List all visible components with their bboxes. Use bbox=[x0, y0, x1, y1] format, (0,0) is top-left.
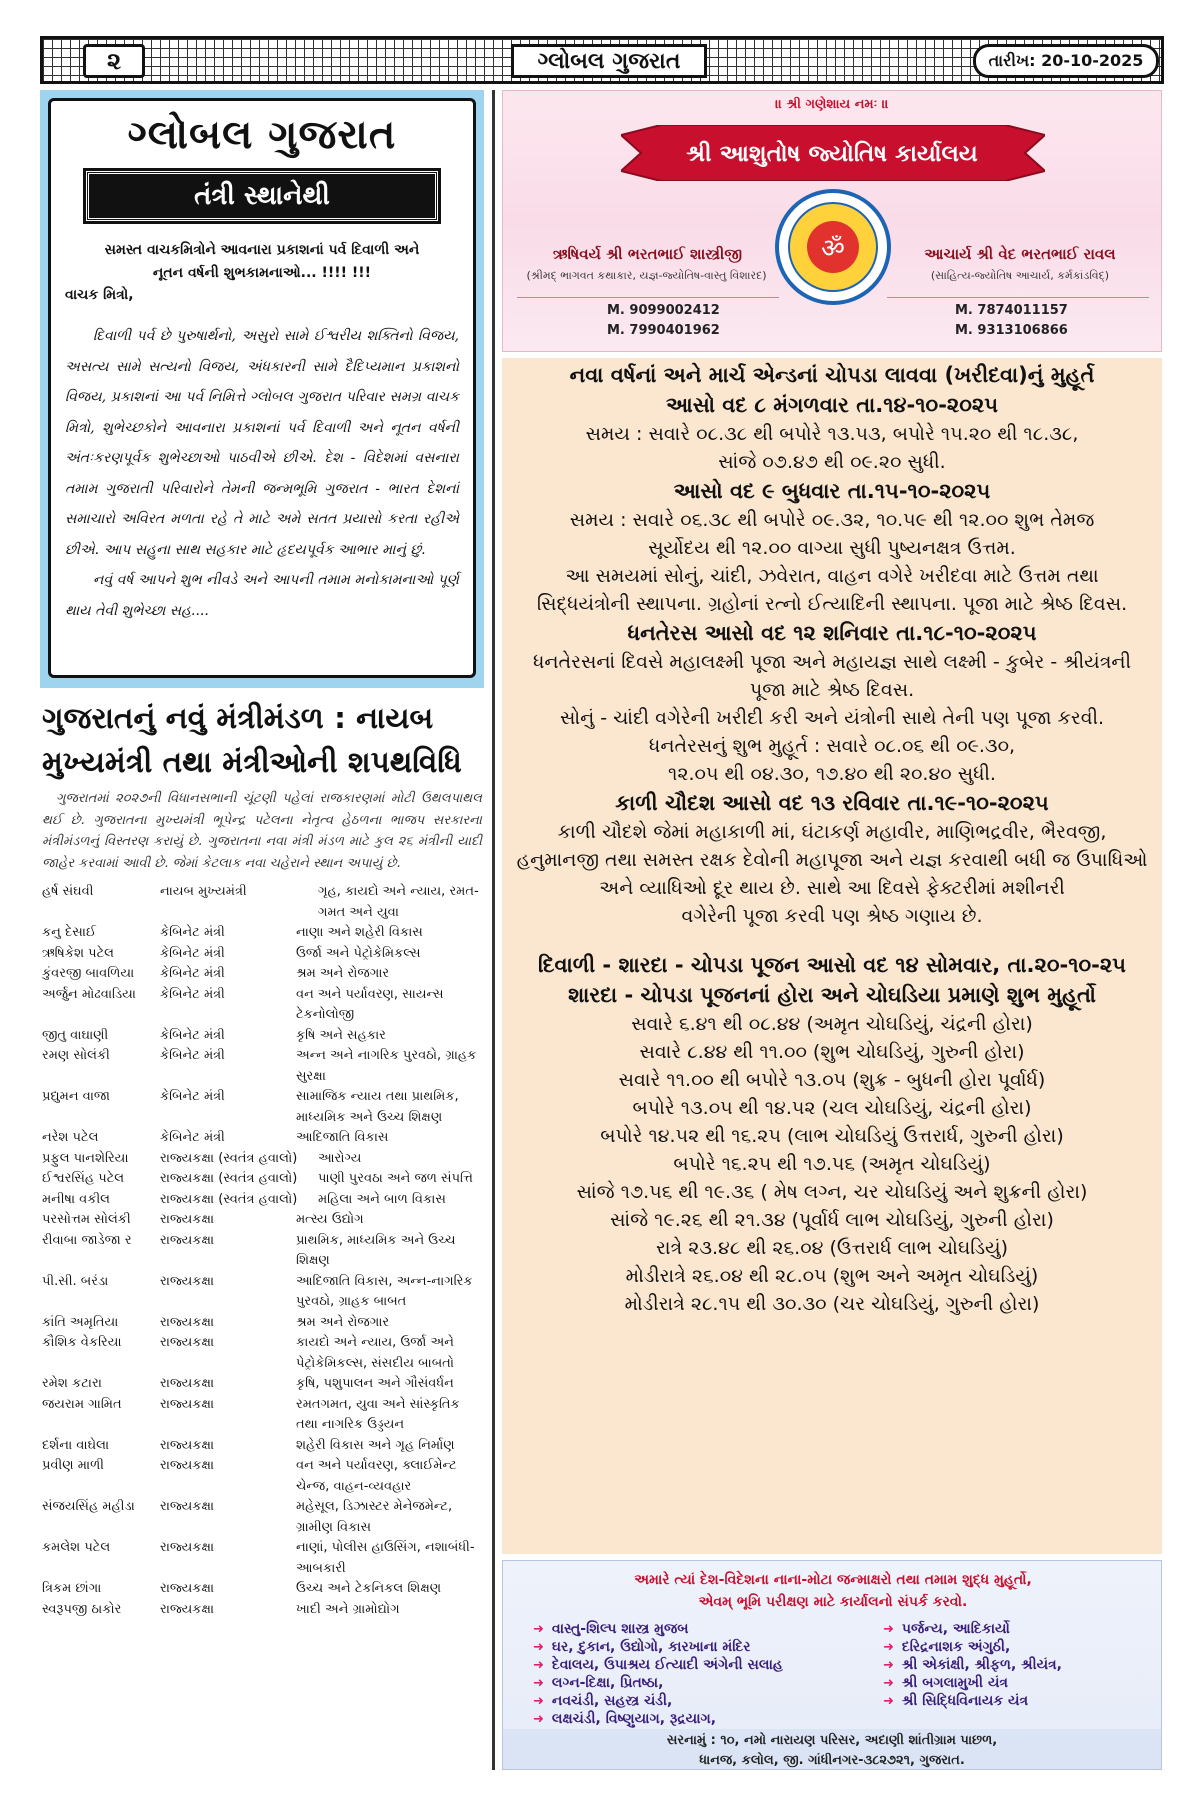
minister-row bbox=[42, 1128, 484, 1149]
minister-row bbox=[42, 1046, 484, 1087]
minister-rank: રાજ્યકક્ષા bbox=[160, 1335, 215, 1350]
greeting-line-1: સમસ્ત વાચકમિત્રોને આવનારા પ્રકાશનાં પર્વ દિવાળી અને bbox=[104, 242, 420, 258]
address-line-2: ધાનજ, કલોલ, જી. ગાંધીનગર-૩૮૨૭૨૧, ગુજરાત. bbox=[699, 1753, 965, 1768]
minister-name: હર્ષ સંઘવી bbox=[42, 884, 94, 899]
jyotish-office-ad bbox=[502, 90, 1162, 352]
muhurat-section bbox=[502, 358, 1162, 1554]
minister-name: ત્રિકમ છાંગા bbox=[42, 1581, 102, 1596]
minister-row bbox=[42, 1272, 484, 1313]
astrologer-left-phone-2: M. 7990401962 bbox=[607, 323, 720, 338]
minister-name: કુંવરજી બાવળિયા bbox=[42, 966, 135, 981]
minister-portfolio: સામાજિક ન્યાય તથા પ્રાથમિક, માધ્યમિક અને ઉચ્ચ શિક્ષણ bbox=[296, 1089, 459, 1125]
minister-name: પ્રફુલ પાનશેરિયા bbox=[42, 1150, 129, 1166]
minister-rank: રાજ્યકક્ષા (સ્વતંત્ર હવાલો) bbox=[160, 1150, 298, 1166]
muhurat-line: આ સમયમાં સોનું, ચાંદી, ઝવેરાત, વાહન વગેરે ખરીદવા માટે ઉત્તમ તથા bbox=[565, 565, 1099, 587]
muhurat-slot: મોડીરાત્રે ૨૮.૧૫ થી ૩૦.૩૦ (ચર ચોઘડિયું, ગુરુની હોરા) bbox=[624, 1293, 1040, 1315]
service-label: નવચંડી, સહસ્ત્ર ચંડી, bbox=[551, 1693, 673, 1709]
minister-name: કમલેશ પટેલ bbox=[42, 1540, 111, 1555]
minister-rank: રાજ્યકક્ષા (સ્વતંત્ર હવાલો) bbox=[160, 1171, 298, 1186]
muhurat-date-heading: આસો વદ ૯ બુધવાર તા.૧૫-૧૦-૨૦૨૫ bbox=[673, 479, 991, 503]
contact-intro-line-2: એવમ્ ભૂમિ પરીક્ષણ માટે કાર્યાલનો સંપર્ક કરવો. bbox=[698, 1594, 968, 1610]
minister-portfolio: પાણી પુરવઠા અને જળ સંપત્તિ bbox=[318, 1171, 473, 1186]
masthead-title: ગ્લોબલ ગુજરાત bbox=[511, 44, 707, 78]
minister-rank: રાજ્યકક્ષા bbox=[160, 1212, 215, 1227]
muhurat-line: સાંજે ૦૭.૪૭ થી ૦૯.૨૦ સુધી. bbox=[718, 451, 946, 473]
arrow-right-icon: ➜ bbox=[533, 1658, 544, 1673]
address-line-1: સરનામું : ૧૦, નમો નારાયણ પરિસર, અદાણી શાંતીગ્રામ પાછળ, bbox=[666, 1733, 998, 1748]
minister-rank: રાજ્યકક્ષા (સ્વતંત્ર હવાલો) bbox=[160, 1191, 298, 1207]
minister-row bbox=[42, 1149, 484, 1170]
astrologer-right-name: આચાર્ય શ્રી વેદ ભરતભાઈ રાવલ bbox=[924, 245, 1116, 263]
minister-row bbox=[42, 1600, 484, 1621]
left-column bbox=[40, 90, 484, 1770]
arrow-right-icon: ➜ bbox=[883, 1676, 894, 1691]
muhurat-slot: મોડીરાત્રે ૨૬.૦૪ થી ૨૮.૦૫ (શુભ અને અમૃત ચોઘડિયું) bbox=[625, 1265, 1039, 1287]
astrologer-left-desc: (શ્રીમદ્ ભાગવત કથાકાર, યજ્ઞ-જ્યોતિષ-વાસ્તુ વિશારદ) bbox=[526, 269, 767, 282]
minister-row bbox=[42, 1231, 484, 1272]
om-symbol-icon: ॐ bbox=[821, 234, 845, 264]
minister-portfolio: અન્ન અને નાગરિક પુરવઠો, ગ્રાહક સુરક્ષા bbox=[296, 1048, 477, 1084]
service-item bbox=[533, 1711, 716, 1727]
minister-portfolio: કૃષિ, પશુપાલન અને ગૌસંવર્ધન bbox=[296, 1376, 454, 1391]
muhurat-slot: બપોરે ૧૬.૨૫ થી ૧૭.૫૬ (અમૃત ચોઘડિયું) bbox=[673, 1153, 991, 1175]
service-item bbox=[533, 1639, 751, 1655]
left-divider-line bbox=[517, 297, 779, 298]
muhurat-line: સમય : સવારે ૦૮.૩૮ થી બપોરે ૧૩.૫૩, બપોરે ૧૫.૨૦ થી ૧૮.૩૮, bbox=[585, 423, 1079, 445]
minister-portfolio: શહેરી વિકાસ અને ગૃહ નિર્માણ bbox=[296, 1437, 455, 1453]
service-label: શ્રી સિદ્ધિવિનાયક યંત્ર bbox=[901, 1693, 1029, 1709]
minister-portfolio: મત્સ્ય ઉદ્યોગ bbox=[296, 1212, 364, 1227]
astrologer-left-name: ઋષિવર્ય શ્રી ભરતભાઈ શાસ્ત્રીજી bbox=[552, 245, 743, 263]
masthead bbox=[40, 36, 1164, 84]
muhurat-line: કાળી ચૌદશે જેમાં મહાકાળી માં, ઘંટાકર્ણ મહાવીર, માણિભદ્રવીર, ભૈરવજી, bbox=[557, 821, 1107, 843]
minister-rank: કેબિનેટ મંત્રી bbox=[160, 925, 225, 940]
arrow-right-icon: ➜ bbox=[883, 1640, 894, 1655]
greeting-line-2: નૂતન વર્ષની શુભકામનાઓ... !!!! !!! bbox=[152, 265, 372, 281]
astrologer-right-phone-2: M. 9313106866 bbox=[955, 323, 1068, 338]
contact-intro-line-1: અમારે ત્યાં દેશ-વિદેશના નાના-મોટા જન્માક્ષરો તથા તમામ શુદ્ધ મુહૂર્તો, bbox=[634, 1572, 1032, 1588]
minister-rank: કેબિનેટ મંત્રી bbox=[160, 1089, 225, 1104]
service-item bbox=[533, 1657, 783, 1673]
minister-row bbox=[42, 1395, 484, 1436]
minister-row bbox=[42, 923, 484, 944]
minister-rank: રાજ્યકક્ષા bbox=[160, 1581, 215, 1596]
arrow-right-icon: ➜ bbox=[533, 1694, 544, 1709]
muhurat-slot: બપોરે ૧૪.૫૨ થી ૧૬.૨૫ (લાભ ચોઘડિયું ઉત્તરાર્ધ, ગુરુની હોરા) bbox=[600, 1125, 1064, 1147]
right-divider-line bbox=[887, 297, 1149, 298]
minister-row bbox=[42, 1497, 484, 1538]
minister-name: કૌશિક વેકરિયા bbox=[42, 1335, 122, 1350]
minister-portfolio: નાણા અને શહેરી વિકાસ bbox=[296, 925, 423, 940]
minister-portfolio: પ્રાથમિક, માધ્યમિક અને ઉચ્ચ શિક્ષણ bbox=[296, 1232, 456, 1268]
minister-name: ઈશ્વરસિંહ પટેલ bbox=[42, 1171, 125, 1186]
contact-address bbox=[503, 1729, 1161, 1770]
minister-portfolio: આદિજાતિ વિકાસ, અન્ન-નાગરિક પુરવઠો, ગ્રાહક બાબત bbox=[296, 1273, 473, 1309]
muhurat-line: હનુમાનજી તથા સમસ્ત રક્ષક દેવોની મહાપૂજા અને યજ્ઞ કરવાથી બધી જ ઉપાધિઓ bbox=[516, 849, 1148, 871]
minister-rank: કેબિનેટ મંત્રી bbox=[160, 1027, 225, 1043]
minister-row bbox=[42, 1169, 484, 1190]
minister-rank: કેબિનેટ મંત્રી bbox=[160, 1048, 225, 1063]
muhurat-date-heading: દિવાળી - શારદા - ચોપડા પૂજન આસો વદ ૧૪ સોમવાર, તા.૨૦-૧૦-૨૫ bbox=[538, 953, 1126, 977]
muhurat-line: ૧૨.૦૫ થી ૦૪.૩૦, ૧૭.૪૦ થી ૨૦.૪૦ સુધી. bbox=[668, 763, 996, 785]
muhurat-line: સિદ્ધયંત્રોની સ્થાપના. ગ્રહોનાં રત્નો ઈત્યાદિની સ્થાપના. પૂજા માટે શ્રેષ્ઠ દિવસ. bbox=[536, 593, 1128, 615]
minister-row bbox=[42, 1313, 484, 1334]
office-name: શ્રી આશુતોષ જ્યોતિષ કાર્યાલય bbox=[686, 141, 978, 167]
muhurat-slot: સાંજે ૧૭.૫૬ થી ૧૯.૩૬ ( મેષ લગ્ન, ચર ચોઘડિયું અને શુક્રની હોરા) bbox=[576, 1181, 1088, 1203]
minister-name: દર્શના વાઘેલા bbox=[42, 1437, 110, 1453]
minister-portfolio: આરોગ્ય bbox=[318, 1150, 362, 1166]
minister-rank: રાજ્યકક્ષા bbox=[160, 1314, 215, 1330]
muhurat-slot: રાત્રે ૨૩.૪૮ થી ૨૬.૦૪ (ઉત્તરાર્ધ લાભ ચોઘડિયું) bbox=[656, 1237, 1008, 1259]
editorial-body-1: દિવાળી પર્વ છે પુરુષાર્થનો, અસુરો સામે ઈશ્વરીય શક્તિનો વિજય, અસત્ય સામે સત્યનો વિજય, અંધકારની સામે દૈદિપ્યમાન પ્રકાશનો વિજય, પ્રકાશનાં આ પર્વ નિમિત્તે ગ્લોબલ ગુજરાત પરિવાર સમગ્ર વાચક મિત્રો, શુભેચ્છકોને આવનારા પ્રકાશનાં પર્વ દિવાળી અને નૂતન વર્ષની અંતઃકરણપૂર્વક શુભેચ્છાઓ પાઠવીએ છીએ. દેશ - વિદેશમાં વસનારા તમામ ગુજરાતી પરિવારોને તેમની જન્મભૂમિ ગુજરાત - ભારત દેશનાં સમાચારો અવિરત મળતા રહે તે માટે અમે સતત પ્રયાસો કરતા રહીએ છીએ. આપ સહુના સાથ સહકાર માટે હૃદયપૂર્વક આભાર માનું છું. bbox=[65, 328, 459, 558]
minister-name: પ્રવીણ માળી bbox=[42, 1458, 104, 1473]
minister-row bbox=[42, 1087, 484, 1128]
minister-portfolio: ઉર્જા અને પેટ્રોકેમિકલ્સ bbox=[296, 945, 421, 961]
editorial-paper-title: ગ્લોબલ ગુજરાત bbox=[127, 112, 397, 158]
minister-rank: નાયબ મુખ્યમંત્રી bbox=[160, 884, 247, 899]
minister-name: કનુ દેસાઈ bbox=[42, 925, 97, 940]
minister-rank: રાજ્યકક્ષા bbox=[160, 1273, 215, 1289]
muhurat-line: સોનું - ચાંદી વગેરેની ખરીદી કરી અને યંત્રોની સાથે તેની પણ પૂજા કરવી. bbox=[559, 707, 1105, 729]
service-label: દરિદ્રનાશક અંગુઠી, bbox=[901, 1639, 1011, 1655]
minister-row bbox=[42, 1538, 484, 1579]
minister-portfolio: કૃષિ અને સહકાર bbox=[296, 1027, 386, 1043]
minister-name: જયરામ ગામિત bbox=[42, 1396, 122, 1412]
zodiac-wheel-icon bbox=[773, 187, 893, 307]
service-label: વાસ્તુ-શિલ્પ શાસ્ત્ર મુજબ bbox=[551, 1621, 689, 1637]
arrow-right-icon: ➜ bbox=[533, 1622, 544, 1637]
muhurat-date-heading: આસો વદ ૮ મંગળવાર તા.૧૪-૧૦-૨૦૨૫ bbox=[665, 393, 999, 417]
minister-row bbox=[42, 985, 484, 1026]
minister-row bbox=[42, 1210, 484, 1231]
muhurat-heading: નવા વર્ષનાં અને માર્ચ એન્ડનાં ચોપડા લાવવા (ખરીદવા)નું મુહૂર્ત bbox=[569, 363, 1095, 387]
minister-rank: કેબિનેટ મંત્રી bbox=[160, 945, 225, 961]
minister-row bbox=[42, 1456, 484, 1497]
editorial-greeting bbox=[65, 239, 459, 285]
minister-rank: રાજ્યકક્ષા bbox=[160, 1376, 215, 1391]
minister-rank: રાજ્યકક્ષા bbox=[160, 1396, 215, 1412]
service-label: લગ્ન-દિક્ષા, પ્રિતષ્ઠા, bbox=[551, 1675, 664, 1691]
service-item bbox=[533, 1693, 672, 1709]
editorial-salutation: વાચક મિત્રો, bbox=[65, 287, 134, 303]
service-item bbox=[533, 1675, 663, 1691]
service-label: શ્રી એકાંક્ષી, શ્રીફળ, શ્રીયંત્ર, bbox=[901, 1657, 1062, 1673]
minister-row bbox=[42, 1333, 484, 1374]
arrow-right-icon: ➜ bbox=[533, 1640, 544, 1655]
minister-portfolio: ગૃહ, કાયદો અને ન્યાય, રમત-ગમત અને યુવા bbox=[318, 884, 479, 920]
column-divider bbox=[492, 90, 495, 1770]
muhurat-subheading: શારદા - ચોપડા પૂજનનાં હોરા અને ચોઘડિયા પ્રમાણે શુભ મુહૂર્તો bbox=[568, 983, 1096, 1007]
minister-rank: કેબિનેટ મંત્રી bbox=[160, 986, 225, 1002]
service-label: શ્રી બગલામુખી યંત્ર bbox=[901, 1675, 1009, 1691]
service-item bbox=[883, 1639, 1010, 1655]
arrow-right-icon: ➜ bbox=[883, 1658, 894, 1673]
minister-portfolio: ખાદી અને ગ્રામોદ્યોગ bbox=[296, 1601, 400, 1617]
service-item bbox=[883, 1657, 1062, 1673]
ad-invocation: ॥ શ્રી ગણેશાય નમઃ ॥ bbox=[775, 97, 889, 112]
minister-portfolio: નાણાં, પોલીસ હાઉસિંગ, નશાબંધી-આબકારી bbox=[296, 1540, 475, 1576]
minister-row bbox=[42, 882, 484, 923]
service-label: દેવાલય, ઉપાશ્રય ઈત્યાદી અંગેની સલાહ bbox=[551, 1657, 783, 1673]
minister-rank: રાજ્યકક્ષા bbox=[160, 1232, 215, 1248]
minister-rank: રાજ્યકક્ષા bbox=[160, 1458, 215, 1473]
minister-row bbox=[42, 964, 484, 985]
minister-name: પ્રદ્યુમન વાજા bbox=[42, 1089, 111, 1104]
minister-name: સંજયસિંહ મહીડા bbox=[42, 1499, 135, 1514]
arrow-right-icon: ➜ bbox=[533, 1712, 544, 1727]
muhurat-slot: બપોરે ૧૩.૦૫ થી ૧૪.૫૨ (ચલ ચોઘડિયું, ચંદ્રની હોરા) bbox=[632, 1097, 1032, 1119]
contact-ad bbox=[502, 1560, 1162, 1770]
minister-name: અર્જુન મોઢવાડિયા bbox=[42, 986, 136, 1002]
muhurat-line: પૂજા માટે શ્રેષ્ઠ દિવસ. bbox=[749, 679, 915, 701]
minister-name: પી.સી. બરંડા bbox=[42, 1273, 109, 1289]
minister-portfolio: શ્રમ અને રોજગાર bbox=[296, 966, 390, 981]
muhurat-date-heading: કાળી ચૌદશ આસો વદ ૧૩ રવિવાર તા.૧૯-૧૦-૨૦૨૫ bbox=[615, 791, 1049, 815]
contact-intro bbox=[511, 1569, 1155, 1613]
minister-name: રમણ સોલંકી bbox=[42, 1048, 110, 1063]
minister-row bbox=[42, 1026, 484, 1047]
minister-portfolio: કાયદો અને ન્યાય, ઉર્જા અને પેટ્રોકેમિકલ્સ, સંસદીય બાબતો bbox=[296, 1335, 455, 1371]
minister-rank: કેબિનેટ મંત્રી bbox=[160, 966, 225, 981]
service-item bbox=[883, 1675, 1008, 1691]
minister-row bbox=[42, 1436, 484, 1457]
minister-name: રીવાબા જાડેજા ર bbox=[42, 1232, 132, 1248]
editorial-inner bbox=[48, 98, 476, 678]
right-column bbox=[502, 90, 1162, 1770]
muhurat-line: અને વ્યાધિઓ દૂર થાય છે. સાથે આ દિવસે ફેક્ટરીમાં મશીનરી bbox=[599, 877, 1065, 899]
service-label: ઘર, દુકાન, ઉદ્યોગો, કારખાના મંદિર bbox=[551, 1639, 751, 1655]
editorial-box bbox=[40, 90, 484, 688]
muhurat-line: ધનતેરસનાં દિવસે મહાલક્ષ્મી પૂજા અને મહાયજ્ઞ સાથે લક્ષ્મી - કુબેર - શ્રીયંત્રની bbox=[532, 651, 1131, 673]
minister-name: પરસોત્તમ સોલંકી bbox=[42, 1212, 131, 1227]
muhurat-line: વગેરેની પૂજા કરવી પણ શ્રેષ્ઠ ગણાય છે. bbox=[681, 905, 983, 927]
minister-portfolio: મહિલા અને બાળ વિકાસ bbox=[318, 1191, 446, 1207]
cabinet-intro: ગુજરાતમાં ૨૦૨૭ની વિધાનસભાની ચૂંટણી પહેલાં રાજકારણમાં મોટી ઉથલપાથલ થઈ છે. ગુજરાતના મુખ્યમંત્રી ભૂપેન્દ્ર પટેલના નેતૃત્વ હેઠળના ભાજપ સરકારના મંત્રીમંડળનું વિસ્તરણ કરાયું છે. ગુજરાતના નવા મંત્રી મંડળ માટે કુલ ૨૬ મંત્રીની યાદી જાહેર કરવામાં આવી છે. જેમાં કેટલાક નવા ચહેરાને સ્થાન અપાયું છે. bbox=[42, 791, 482, 871]
issue-date: તારીખ: 20-10-2025 bbox=[973, 44, 1159, 78]
muhurat-date-heading: ધનતેરસ આસો વદ ૧૨ શનિવાર તા.૧૮-૧૦-૨૦૨૫ bbox=[627, 621, 1037, 645]
editorial-banner: તંત્રી સ્થાનેથી bbox=[86, 171, 438, 221]
arrow-right-icon: ➜ bbox=[883, 1622, 894, 1637]
minister-portfolio: વન અને પર્યાવરણ, ક્લાઈમેન્ટ ચેન્જ, વાહન-વ્યવહાર bbox=[296, 1458, 457, 1494]
minister-list bbox=[42, 882, 484, 1620]
minister-rank: કેબિનેટ મંત્રી bbox=[160, 1130, 225, 1145]
service-item bbox=[883, 1621, 1010, 1637]
muhurat-slot: સાંજે ૧૯.૨૬ થી ૨૧.૩૪ (પૂર્વાર્ધ લાભ ચોઘડિયું, ગુરુની હોરા) bbox=[610, 1209, 1054, 1231]
minister-portfolio: શ્રમ અને રોજગાર bbox=[296, 1314, 390, 1330]
minister-row bbox=[42, 1579, 484, 1600]
editorial-body-2: નવું વર્ષ આપને શુભ નીવડે અને આપની તમામ મનોકામનાઓ પૂર્ણ થાય તેવી શુભેચ્છા સહ.... bbox=[65, 572, 459, 619]
cabinet-headline: ગુજરાતનું નવું મંત્રીમંડળ : નાયબ મુખ્યમંત્રી તથા મંત્રીઓની શપથવિધિ bbox=[42, 701, 462, 779]
astrologer-right-desc: (સાહિત્ય-જ્યોતિષ આચાર્ય, કર્મકાંડવિદ્) bbox=[930, 269, 1110, 282]
minister-portfolio: રમતગમત, યુવા અને સાંસ્કૃતિક તથા નાગરિક ઉડ્ડયન bbox=[296, 1396, 460, 1432]
minister-rank: રાજ્યકક્ષા bbox=[160, 1540, 215, 1555]
astrologer-right-phone-1: M. 7874011157 bbox=[955, 303, 1068, 318]
service-label: પર્જન્ય, આદિકાર્યો bbox=[901, 1621, 1010, 1637]
arrow-right-icon: ➜ bbox=[533, 1676, 544, 1691]
muhurat-line: સમય : સવારે ૦૬.૩૮ થી બપોરે ૦૯.૩૨, ૧૦.૫૯ થી ૧૨.૦૦ શુભ તેમજ bbox=[569, 509, 1095, 531]
minister-name: જીતુ વાઘાણી bbox=[42, 1027, 109, 1043]
service-item bbox=[883, 1693, 1028, 1709]
minister-name: નરેશ પટેલ bbox=[42, 1130, 99, 1145]
muhurat-slot: સવારે ૧૧.૦૦ થી બપોરે ૧૩.૦૫ (શુક્ર - બુધની હોરા પૂર્વાર્ધ) bbox=[618, 1069, 1046, 1091]
minister-portfolio: ઉચ્ચ અને ટેકનિકલ શિક્ષણ bbox=[296, 1581, 442, 1596]
minister-row bbox=[42, 944, 484, 965]
minister-name: સ્વરૂપજી ઠાકોર bbox=[42, 1601, 122, 1617]
minister-name: રમેશ કટારા bbox=[42, 1376, 102, 1391]
service-item bbox=[533, 1621, 689, 1637]
astrologer-left-phone-1: M. 9099002412 bbox=[607, 303, 720, 318]
section-gap bbox=[502, 930, 1162, 950]
muhurat-line: સૂર્યોદય થી ૧૨.૦૦ વાગ્યા સુધી પુષ્યનક્ષત્ર ઉત્તમ. bbox=[648, 537, 1016, 559]
page-number: ૨ bbox=[83, 44, 145, 78]
minister-row bbox=[42, 1190, 484, 1211]
muhurat-slot: સવારે ૮.૪૪ થી ૧૧.૦૦ (શુભ ચોઘડિયું, ગુરુની હોરા) bbox=[639, 1041, 1025, 1063]
service-label: લક્ષચંડી, વિષ્ણુયાગ, રૂદ્રયાગ, bbox=[551, 1711, 717, 1727]
minister-rank: રાજ્યકક્ષા bbox=[160, 1601, 215, 1617]
minister-portfolio: વન અને પર્યાવરણ, સાયન્સ ટેકનોલોજી bbox=[296, 986, 444, 1022]
minister-name: મનીષા વકીલ bbox=[42, 1191, 110, 1207]
muhurat-slot: સવારે ૬.૪૧ થી ૦૮.૪૪ (અમૃત ચોઘડિયું, ચંદ્રની હોરા) bbox=[631, 1013, 1033, 1035]
arrow-right-icon: ➜ bbox=[883, 1694, 894, 1709]
minister-portfolio: આદિજાતિ વિકાસ bbox=[296, 1130, 389, 1145]
minister-portfolio: મહેસૂલ, ડિઝાસ્ટર મેનેજમેન્ટ, ગ્રામીણ વિકાસ bbox=[296, 1499, 453, 1535]
minister-name: કાંતિ અમૃતિયા bbox=[42, 1314, 119, 1330]
muhurat-line: ધનતેરસનું શુભ મુહૂર્ત : સવારે ૦૮.૦૬ થી ૦૯.૩૦, bbox=[648, 735, 1016, 757]
minister-row bbox=[42, 1374, 484, 1395]
minister-rank: રાજ્યકક્ષા bbox=[160, 1499, 215, 1514]
minister-rank: રાજ્યકક્ષા bbox=[160, 1437, 215, 1453]
minister-name: ઋષિકેશ પટેલ bbox=[42, 945, 114, 961]
